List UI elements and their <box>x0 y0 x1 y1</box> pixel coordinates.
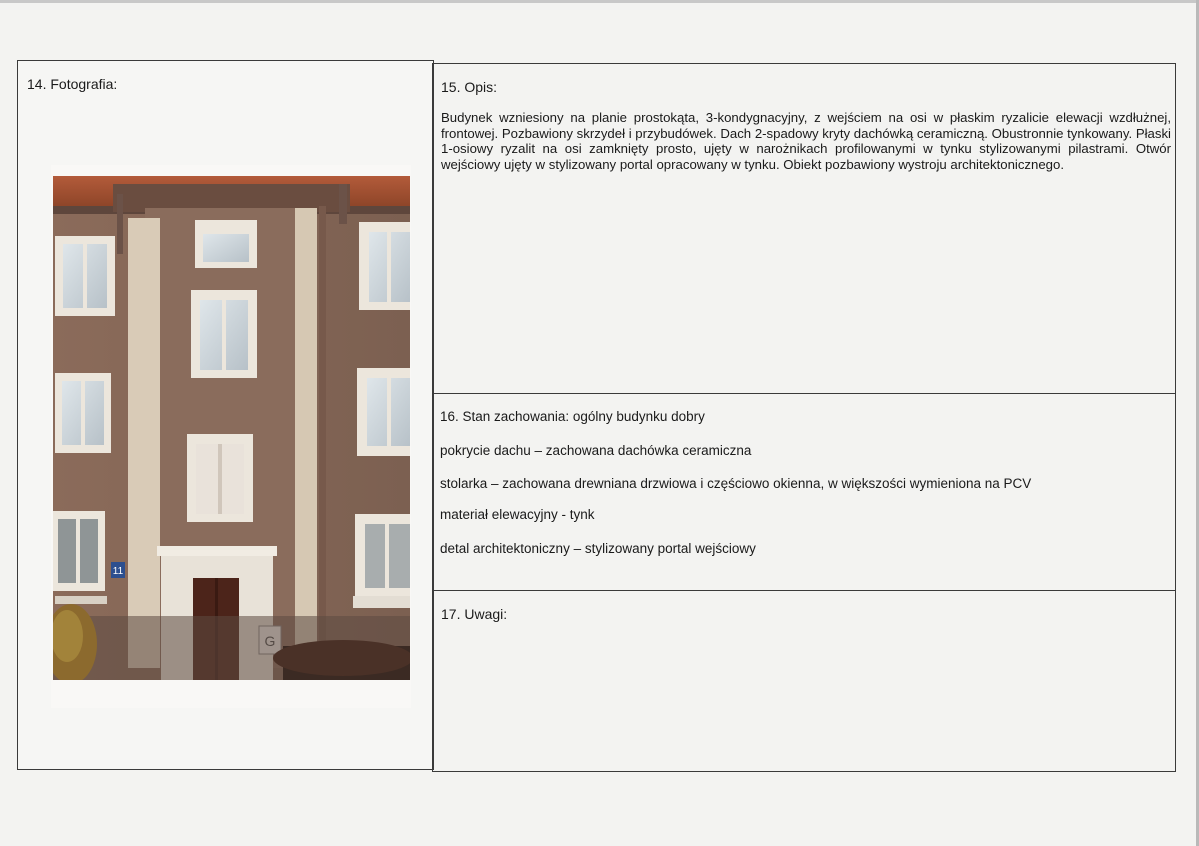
condition-label: 16. Stan zachowania: ogólny budynku dobry <box>440 409 705 424</box>
condition-item-detail: detal architektoniczny – stylizowany portal wejściowy <box>440 541 756 556</box>
description-label: 15. Opis: <box>441 79 498 95</box>
condition-item-roof: pokrycie dachu – zachowana dachówka ceramiczna <box>440 443 752 458</box>
condition-item-facade: materiał elewacyjny - tynk <box>440 507 595 522</box>
building-photo <box>53 176 410 680</box>
description-text: Budynek wzniesiony na planie prostokąta, 3-kondygnacyjny, z wejściem na osi w płaskim ryzalicie elewacji wzdłużnej, frontowej. Pozbawiony skrzydeł i przybudówek. Dach 2-spadowy kryty dachówką ceramiczną. Obustronnie tynkowany. Płaski 1-osiowy ryzalit na osi zamknięty prosto, ujęty w narożnikach profilowanymi w tynku stylizowanymi pilastrami. Otwór wejściowy ujęty w stylizowany portal opracowany w tynku. Obiekt pozbawiony wystroju architektonicznego. <box>441 110 1171 172</box>
house-number-plate: 11 <box>112 566 124 577</box>
window-column-right <box>353 222 410 608</box>
remarks-label: 17. Uwagi: <box>441 606 508 622</box>
scan-edge-top <box>0 0 1199 3</box>
remarks-cell <box>432 590 1176 772</box>
window-column-center <box>187 220 257 522</box>
photo-label: 14. Fotografia: <box>27 76 118 92</box>
condition-item-joinery: stolarka – zachowana drewniana drzwiowa i częściowo okienna, w większości wymieniona na PCV <box>440 476 1032 491</box>
